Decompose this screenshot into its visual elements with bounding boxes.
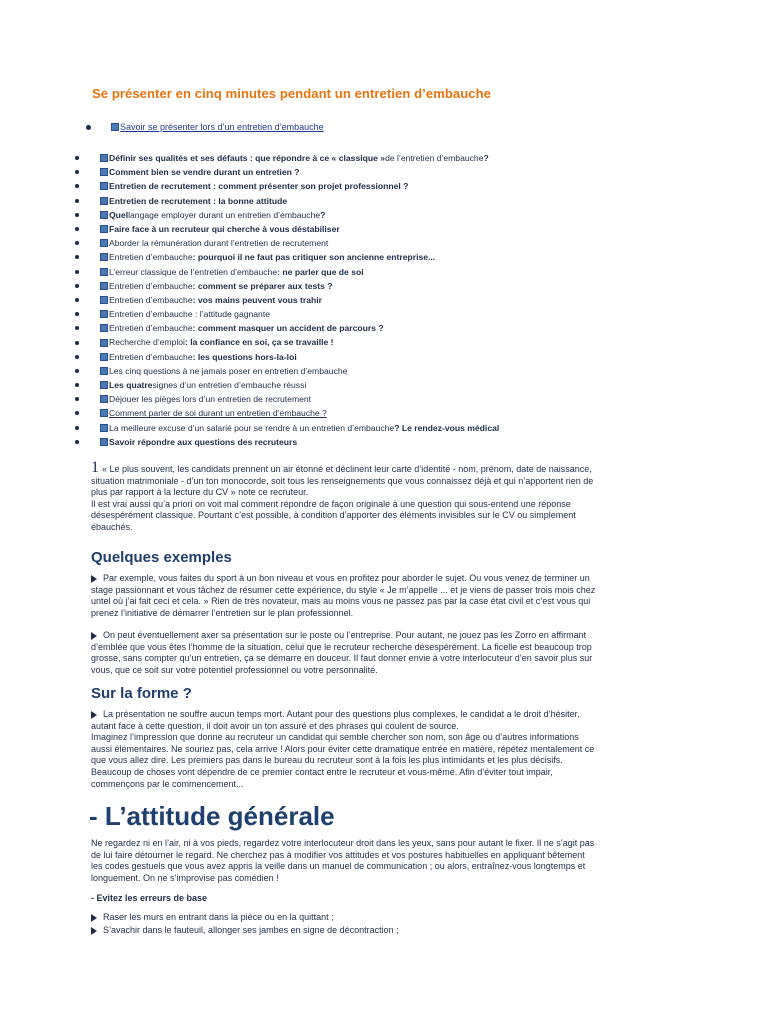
list-item-text[interactable]: : vos mains peuvent vous trahir bbox=[192, 294, 323, 305]
list-item[interactable] bbox=[75, 307, 695, 321]
intro-paragraph: 1 « Le plus souvent, les candidats prennent un air étonné et déclinent leur carte d’identité - nom, prénom, date de naissance, situation matrimoniale - d’un ton monocorde, soit tous les renseignements que vous connaissez déjà et qui n’apportent rien de plus par rapport à la lecture du CV » note ce recruteur. Il est vrai aussi qu’a priori on voit mal comment répondre de façon originale à une question qui sous-entend une réponse désespérément classique. Pourtant c’est possible, à condition d’apporter des éléments invisibles sur le CV ou simplement ébauchés. bbox=[91, 459, 594, 532]
list-item[interactable] bbox=[75, 293, 695, 307]
list-item-text[interactable]: : comment masquer un accident de parcours ? bbox=[192, 323, 384, 334]
list-item[interactable] bbox=[75, 378, 695, 392]
list-item[interactable] bbox=[75, 350, 695, 364]
heading-attitude-generale: - L’attitude générale bbox=[89, 801, 335, 831]
link-square-icon bbox=[100, 225, 108, 233]
bullet-icon bbox=[75, 255, 79, 259]
triangle-bullet-icon bbox=[91, 575, 97, 583]
list-item[interactable] bbox=[75, 265, 695, 279]
list-item[interactable] bbox=[75, 279, 695, 293]
link-square-icon bbox=[100, 154, 108, 162]
related-articles-list bbox=[75, 151, 695, 449]
bullet-icon bbox=[75, 199, 79, 203]
list-item[interactable] bbox=[75, 179, 695, 193]
bullet-icon bbox=[75, 312, 79, 316]
bullet-icon bbox=[75, 227, 79, 231]
bullet-icon bbox=[75, 426, 79, 430]
page-title: Se présenter en cinq minutes pendant un entretien d’embauche bbox=[92, 86, 491, 101]
bullet-icon bbox=[86, 125, 91, 130]
bullet-icon bbox=[75, 326, 79, 330]
link-square-icon bbox=[100, 253, 108, 261]
list-item-text[interactable]: Déjouer les pièges lors d’un entretien de recrutement bbox=[109, 394, 312, 405]
list-item-text[interactable]: Entretien d’embauche bbox=[109, 351, 193, 362]
link-square-icon bbox=[100, 211, 108, 219]
list-item[interactable] bbox=[75, 421, 695, 435]
list-item[interactable] bbox=[75, 406, 695, 420]
list-item-text[interactable]: Entretien de recrutement : comment présenter son projet professionnel ? bbox=[109, 181, 409, 192]
list-item-text[interactable]: L’erreur classique de l’entretien d’embauche bbox=[109, 266, 278, 277]
link-square-icon bbox=[111, 123, 119, 131]
heading-sur-la-forme: Sur la forme ? bbox=[91, 685, 192, 702]
bullet-icon bbox=[75, 341, 79, 345]
list-item-text[interactable]: ? bbox=[320, 209, 326, 220]
bullet-icon bbox=[75, 156, 79, 160]
list-item-text[interactable]: Recherche d’emploi bbox=[109, 337, 185, 348]
forme-paragraph: La présentation ne souffre aucun temps mort. Autant pour des questions plus complexes, le candidat a le droit d’hésiter, autant face à cette question, il doit avoir un ton assuré et des phrases qui coulent de source. Imaginez l’impression que donne au recruteur un candidat qui semble chercher son nom, son âge ou d’autres informations aussi élémentaires. Ne souriez pas, cela arrive ! Alors pour éviter cette dramatique entrée en matière, répétez mentalement ce que vous allez dire. Les premiers pas dans le bureau du recruteur sont à la fois les plus intimidants et les plus décisifs. Beaucoup de choses vont dépendre de ce premier contact entre le recruteur et vous-même. Afin d’éviter tout impair, commençons par le commencement... bbox=[91, 709, 595, 789]
list-item-text[interactable]: Entretien d’embauche bbox=[109, 280, 193, 291]
list-item-text[interactable]: : ne parler que de soi bbox=[277, 266, 364, 277]
link-square-icon bbox=[100, 424, 108, 432]
list-item-text[interactable]: Aborder la rémunération durant l’entretien de recrutement bbox=[109, 238, 329, 249]
attitude-paragraph: Ne regardez ni en l’air, ni à vos pieds, regardez votre interlocuteur droit dans les yeux, sans pour autant le fixer. Il ne s’agit pas de lui faire détourner le regard. Ne cherchez pas à modifier vos attitudes et vos postures habituelles en appliquant bêtement les codes gestuels que vous avez appris la veille dans un manuel de communication ; ou alors, entraînez-vous longtemps et longuement. On ne s’improvise pas comédien ! bbox=[91, 838, 595, 883]
list-item[interactable] bbox=[75, 250, 695, 264]
list-item-text[interactable]: Entretien d’embauche bbox=[109, 294, 193, 305]
bullet-icon bbox=[75, 369, 79, 373]
bullet-icon bbox=[75, 397, 79, 401]
list-item-text[interactable]: Entretien d’embauche bbox=[109, 323, 193, 334]
list-item-text[interactable]: La meilleure excuse d’un salarié pour se rendre à un entretien d’embauche bbox=[109, 422, 395, 433]
subtitle-link-item[interactable] bbox=[86, 122, 324, 132]
list-item[interactable] bbox=[75, 435, 695, 449]
bullet-icon bbox=[75, 241, 79, 245]
list-item-text[interactable]: Définir ses qualités et ses défauts : que répondre à ce « classique » bbox=[109, 153, 386, 163]
paragraph-number: 1 bbox=[91, 459, 99, 476]
bullet-icon bbox=[75, 213, 79, 217]
list-item-text[interactable]: Comment parler de soi durant un entretien d’embauche ? bbox=[109, 408, 327, 419]
list-item-text[interactable]: : comment se préparer aux tests ? bbox=[192, 280, 333, 291]
list-item[interactable] bbox=[75, 392, 695, 406]
link-square-icon bbox=[100, 268, 108, 276]
link-square-icon bbox=[100, 381, 108, 389]
list-item-text[interactable]: Faire face à un recruteur qui cherche à vous déstabiliser bbox=[109, 223, 340, 234]
list-item[interactable] bbox=[75, 236, 695, 250]
triangle-bullet-icon bbox=[91, 632, 97, 640]
triangle-bullet-icon bbox=[91, 711, 97, 719]
link-square-icon bbox=[100, 438, 108, 446]
link-square-icon bbox=[100, 409, 108, 417]
link-square-icon bbox=[100, 324, 108, 332]
bullet-icon bbox=[75, 383, 79, 387]
erreur-item: Raser les murs en entrant dans la pièce ou en la quittant ; bbox=[91, 912, 334, 922]
list-item-text[interactable]: langage employer durant un entretien d’embauche bbox=[128, 209, 321, 220]
list-item-text[interactable]: ? Le rendez-vous médical bbox=[394, 422, 500, 433]
bullet-icon bbox=[75, 270, 79, 274]
list-item-text[interactable]: Les quatre bbox=[109, 380, 153, 390]
exemples-paragraph-2: On peut éventuellement axer sa présentation sur le poste ou l’entreprise. Pour autant, ne jouez pas les Zorro en affirmant d’emblée que vous êtes l’homme de la situation, celui que le recruteur recherche désespérément. La ficelle est beaucoup trop grosse, sans compter qu’un entretien, ça se démarre en douceur. Il faut donner envie à votre interlocuteur d’en savoir plus sur vous, que ce soit sur votre potentiel professionnel ou votre personnalité. bbox=[91, 630, 593, 675]
list-item-text[interactable]: Entretien d’embauche : l’attitude gagnante bbox=[109, 309, 271, 320]
link-square-icon bbox=[100, 168, 108, 176]
bullet-icon bbox=[75, 298, 79, 302]
list-item[interactable] bbox=[75, 321, 695, 335]
list-item-text[interactable]: Savoir répondre aux questions des recruteurs bbox=[109, 436, 298, 447]
link-square-icon bbox=[100, 395, 108, 403]
heading-erreurs-de-base: - Evitez les erreurs de base bbox=[91, 893, 208, 903]
link-square-icon bbox=[100, 197, 108, 205]
list-item[interactable] bbox=[75, 151, 695, 165]
link-square-icon bbox=[100, 182, 108, 190]
bullet-icon bbox=[75, 184, 79, 188]
list-item[interactable] bbox=[75, 364, 695, 378]
link-square-icon bbox=[100, 239, 108, 247]
heading-quelques-exemples: Quelques exemples bbox=[91, 549, 232, 566]
exemples-paragraph-1: Par exemple, vous faites du sport à un bon niveau et vous en profitez pour aborder le sujet. Ou vous venez de terminer un stage passionnant et vous tâchez de résumer cette expérience, du style « Je m’appelle ... et je viens de passer trois mois chez untel où j’ai fait ceci et cela. » Rien de très novateur, mais au moins vous ne passez pas par la case état civil et c’est vous qui prenez l’initiative de démarrer l’entretien sur le plan professionnel. bbox=[91, 573, 596, 618]
list-item-text[interactable]: Entretien d’embauche bbox=[109, 252, 193, 263]
bullet-icon bbox=[75, 355, 79, 359]
link-square-icon bbox=[100, 310, 108, 318]
list-item-text[interactable]: ? bbox=[483, 153, 489, 163]
link-square-icon bbox=[100, 296, 108, 304]
link-square-icon bbox=[100, 282, 108, 290]
list-item-text[interactable]: Entretien de recrutement : la bonne attitude bbox=[109, 195, 288, 206]
bullet-icon bbox=[75, 284, 79, 288]
list-item[interactable] bbox=[75, 165, 695, 179]
list-item-text[interactable]: : la confiance en soi, ça se travaille ! bbox=[184, 337, 334, 348]
link-square-icon bbox=[100, 353, 108, 361]
list-item[interactable] bbox=[75, 208, 695, 222]
triangle-bullet-icon bbox=[91, 927, 97, 935]
list-item-text[interactable]: de l’entretien d’embauche bbox=[385, 153, 484, 163]
bullet-icon bbox=[75, 170, 79, 174]
list-item-text[interactable]: : les questions hors-la-loi bbox=[192, 351, 297, 362]
list-item[interactable] bbox=[75, 194, 695, 208]
link-square-icon bbox=[100, 339, 108, 347]
list-item-text[interactable]: : pourquoi il ne faut pas critiquer son ancienne entreprise... bbox=[192, 252, 436, 263]
subtitle-link[interactable]: Savoir se présenter lors d’un entretien d’embauche bbox=[120, 122, 324, 132]
triangle-bullet-icon bbox=[91, 914, 97, 922]
list-item-text[interactable]: Comment bien se vendre durant un entretien ? bbox=[109, 167, 300, 178]
list-item[interactable] bbox=[75, 335, 695, 349]
bullet-icon bbox=[75, 440, 79, 444]
list-item-text[interactable]: signes d’un entretien d’embauche réussi bbox=[152, 380, 307, 390]
link-square-icon bbox=[100, 367, 108, 375]
list-item-text[interactable]: Quel bbox=[109, 209, 129, 220]
bullet-icon bbox=[75, 411, 79, 415]
list-item[interactable] bbox=[75, 222, 695, 236]
erreur-item: S’avachir dans le fauteuil, allonger ses jambes en signe de décontraction ; bbox=[91, 925, 399, 935]
list-item-text[interactable]: Les cinq questions à ne jamais poser en entretien d’embauche bbox=[109, 365, 348, 376]
